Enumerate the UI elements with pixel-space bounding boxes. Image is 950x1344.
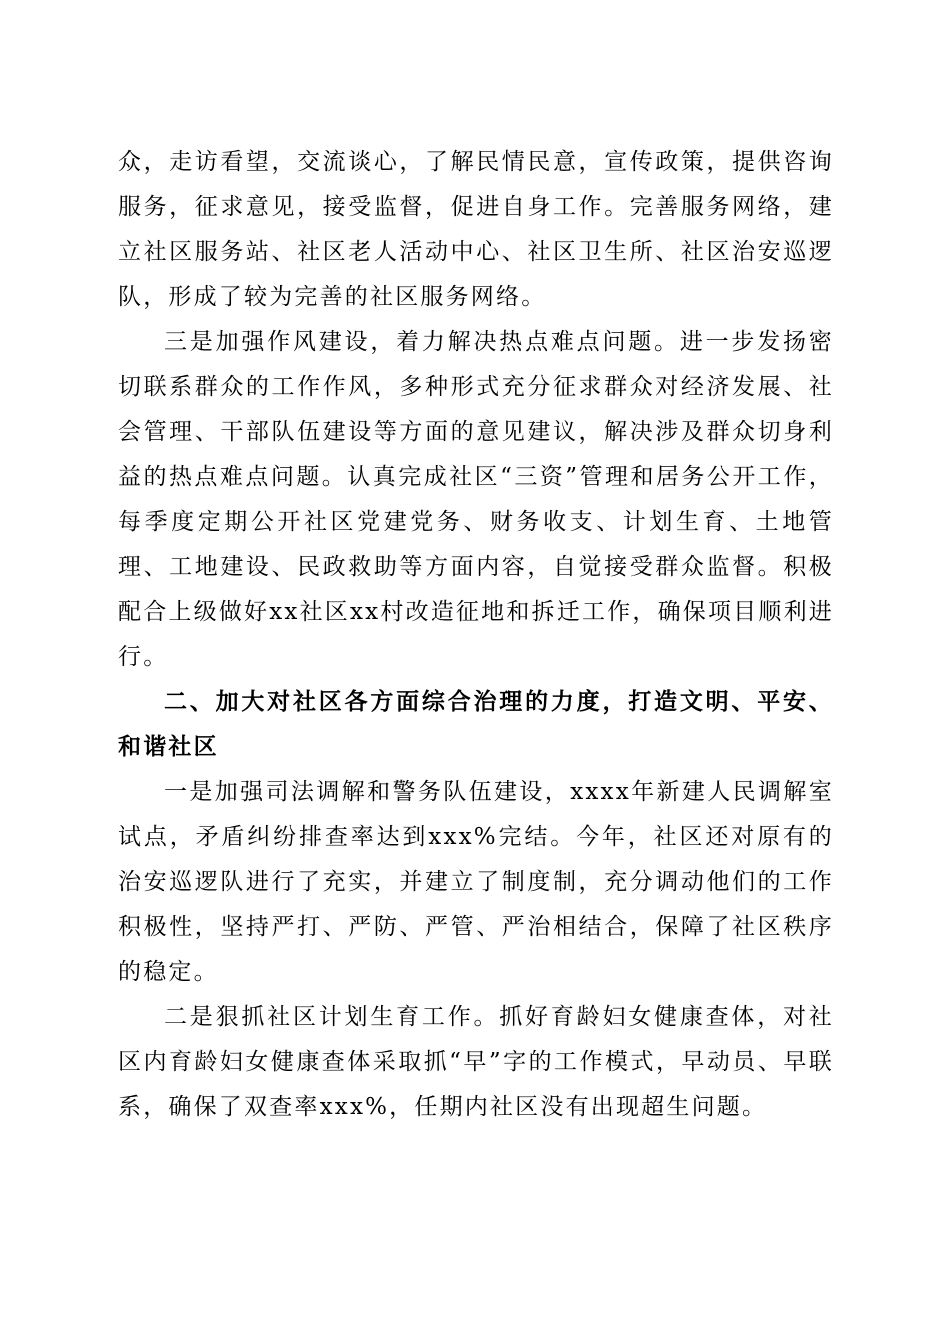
document-body bbox=[118, 140, 834, 1130]
section-heading-comprehensive-governance: 二、加大对社区各方面综合治理的力度，打造文明、平安、和谐社区 bbox=[118, 689, 834, 760]
paragraph-work-style-building: 三是加强作风建设，着力解决热点难点问题。进一步发扬密切联系群众的工作作风，多种形式充分征求群众对经济发展、社会管理、干部队伍建设等方面的意见建议，解决涉及群众切身利益的热点难点问题。认真完成社区“三资”管理和居务公开工作，每季度定期公开社区党建党务、财务收支、计划生育、土地管理、工地建设、民政救助等方面内容，自觉接受群众监督。积极配合上级做好xx社区xx村改造征地和拆迁工作，确保项目顺利进行。 bbox=[118, 329, 834, 670]
paragraph-community-service-network: 众，走访看望，交流谈心，了解民情民意，宣传政策，提供咨询服务，征求意见，接受监督，促进自身工作。完善服务网络，建立社区服务站、社区老人活动中心、社区卫生所、社区治安巡逻队，形成了较为完善的社区服务网络。 bbox=[118, 149, 834, 310]
paragraph-family-planning: 二是狠抓社区计划生育工作。抓好育龄妇女健康查体，对社区内育龄妇女健康查体采取抓“早”字的工作模式，早动员、早联系，确保了双查率xxx%，任期内社区没有出现超生问题。 bbox=[118, 1004, 834, 1120]
paragraph-judicial-mediation: 一是加强司法调解和警务队伍建设，xxxx年新建人民调解室试点，矛盾纠纷排查率达到xxx%完结。今年，社区还对原有的治安巡逻队进行了充实，并建立了制度制，充分调动他们的工作积极性，坚持严打、严防、严管、严治相结合，保障了社区秩序的稳定。 bbox=[118, 779, 834, 985]
